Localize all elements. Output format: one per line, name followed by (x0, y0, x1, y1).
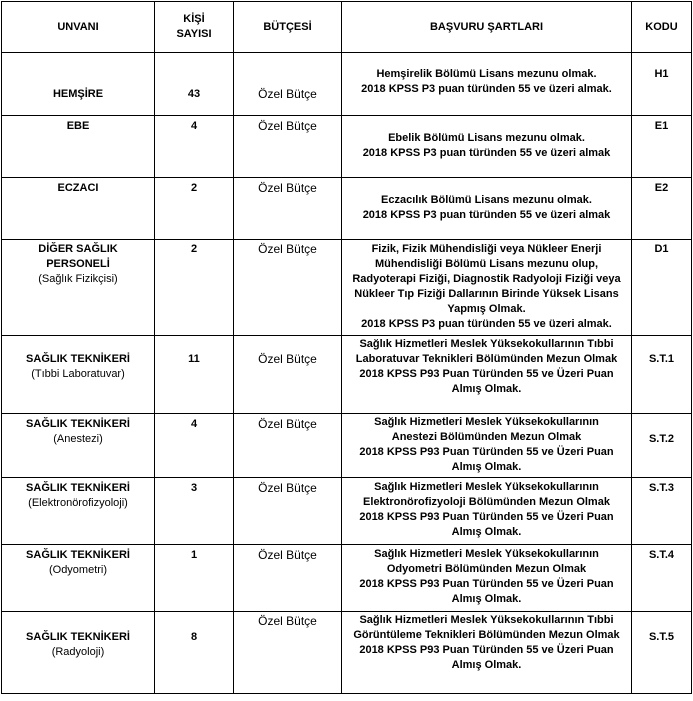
title-cell (2, 178, 155, 240)
count-cell: 2 (155, 240, 234, 336)
table-row (2, 612, 692, 694)
positions-table (1, 1, 692, 694)
count-cell: 4 (155, 116, 234, 178)
title-text: SAĞLIK TEKNİKERİ (26, 418, 130, 430)
requirement-education: Sağlık Hizmetleri Meslek Yüksekokullarının Tıbbi Görüntüleme Teknikleri Bölümünden Mezun Olmak (353, 614, 620, 641)
header-basvuru-sartlari: BAŞVURU ŞARTLARI (342, 2, 632, 53)
title-cell (2, 240, 155, 336)
budget-cell: Özel Bütçe (234, 612, 342, 694)
title-text: HEMŞİRE (52, 87, 104, 100)
requirement-kpss: 2018 KPSS P93 Puan Türünden 55 ve Üzeri Puan Almış Olmak. (359, 368, 614, 395)
title-subtext: (Elektronörofizyoloji) (28, 497, 128, 509)
requirement-education: Sağlık Hizmetleri Meslek Yüksekokullarının Odyometri Bölümünden Mezun Olmak (374, 548, 599, 575)
code-cell: E1 (632, 116, 692, 178)
code-cell: S.T.1 (632, 336, 692, 414)
title-text: ECZACI (57, 182, 99, 194)
requirement-kpss: 2018 KPSS P93 Puan Türünden 55 ve Üzeri Puan Almış Olmak. (359, 446, 614, 473)
title-cell (2, 116, 155, 178)
requirement-kpss: 2018 KPSS P93 Puan Türünden 55 ve Üzeri Puan Almış Olmak. (359, 511, 614, 538)
title-subtext: (Tıbbi Laboratuvar) (31, 368, 125, 380)
requirement-kpss: 2018 KPSS P3 puan türünden 55 ve üzeri almak. (361, 83, 612, 95)
title-cell (2, 414, 155, 478)
count-cell: 8 (155, 612, 234, 694)
table-row (2, 116, 692, 178)
header-butcesi: BÜTÇESİ (234, 2, 342, 53)
count-cell: 3 (155, 478, 234, 545)
requirement-education: Sağlık Hizmetleri Meslek Yüksekokullarının Anestezi Bölümünden Mezun Olmak (374, 416, 599, 443)
requirement-education: Eczacılık Bölümü Lisans mezunu olmak. (381, 194, 592, 206)
requirements-cell (342, 414, 632, 478)
code-cell: S.T.2 (632, 414, 692, 478)
requirements-cell (342, 116, 632, 178)
count-cell: 11 (155, 336, 234, 414)
title-cell (2, 545, 155, 612)
code-cell: H1 (632, 53, 692, 116)
title-subtext: (Anestezi) (53, 433, 103, 445)
budget-cell: Özel Bütçe (234, 53, 342, 116)
requirements-cell (342, 478, 632, 545)
count-cell: 1 (155, 545, 234, 612)
title-subtext: (Radyoloji) (51, 646, 105, 658)
requirement-education: Hemşirelik Bölümü Lisans mezunu olmak. (376, 68, 597, 80)
count-cell: 43 (155, 53, 234, 116)
table-row (2, 545, 692, 612)
code-cell: S.T.3 (632, 478, 692, 545)
budget-cell: Özel Bütçe (234, 178, 342, 240)
title-text: SAĞLIK TEKNİKERİ (26, 353, 130, 365)
header-kodu: KODU (632, 2, 692, 53)
requirement-education: Ebelik Bölümü Lisans mezunu olmak. (388, 132, 585, 144)
title-text: DİĞER SAĞLIK PERSONELİ (38, 243, 118, 270)
title-text: EBE (66, 120, 90, 132)
header-kisi-sayisi: KİŞİ SAYISI (155, 2, 234, 53)
code-cell: S.T.5 (632, 612, 692, 694)
requirement-education: Sağlık Hizmetleri Meslek Yüksekokullarının Elektronörofizyoloji Bölümünden Mezun Olmak (363, 481, 610, 508)
requirement-kpss: 2018 KPSS P3 puan türünden 55 ve üzeri almak. (361, 318, 612, 330)
requirement-kpss: 2018 KPSS P93 Puan Türünden 55 ve Üzeri Puan Almış Olmak. (359, 644, 614, 671)
title-cell (2, 612, 155, 694)
requirement-kpss: 2018 KPSS P93 Puan Türünden 55 ve Üzeri Puan Almış Olmak. (359, 578, 614, 605)
header-row (2, 2, 692, 53)
table-row (2, 478, 692, 545)
requirements-cell (342, 612, 632, 694)
title-cell (2, 336, 155, 414)
requirements-cell (342, 53, 632, 116)
table-row (2, 178, 692, 240)
title-text: SAĞLIK TEKNİKERİ (26, 549, 130, 561)
count-cell: 4 (155, 414, 234, 478)
title-subtext: (Sağlık Fizikçisi) (38, 273, 118, 285)
title-cell (2, 53, 155, 116)
requirement-education: Fizik, Fizik Mühendisliği veya Nükleer Enerji Mühendisliği Bölümü Lisans mezunu olup, Radyoterapi Fiziği, Diagnostik Radyoloji Fiziği veya Nükleer Tıp Fiziği Dallarının Birinde Yüksek Lisans Yapmış Olmak. (352, 243, 621, 315)
code-cell: E2 (632, 178, 692, 240)
requirements-cell (342, 240, 632, 336)
table-row (2, 53, 692, 116)
budget-cell: Özel Bütçe (234, 478, 342, 545)
requirements-cell (342, 336, 632, 414)
budget-cell: Özel Bütçe (234, 545, 342, 612)
title-cell (2, 478, 155, 545)
requirement-kpss: 2018 KPSS P3 puan türünden 55 ve üzeri almak (362, 147, 611, 159)
code-cell: S.T.4 (632, 545, 692, 612)
budget-cell: Özel Bütçe (234, 414, 342, 478)
table-row (2, 240, 692, 336)
budget-cell: Özel Bütçe (234, 336, 342, 414)
count-cell: 2 (155, 178, 234, 240)
table-row (2, 414, 692, 478)
title-text: SAĞLIK TEKNİKERİ (26, 482, 130, 494)
title-text: SAĞLIK TEKNİKERİ (26, 631, 130, 643)
code-cell: D1 (632, 240, 692, 336)
requirement-education: Sağlık Hizmetleri Meslek Yüksekokullarının Tıbbi Laboratuvar Teknikleri Bölümünden Mezun Olmak (355, 338, 618, 365)
title-subtext: (Odyometri) (48, 564, 108, 576)
budget-cell: Özel Bütçe (234, 240, 342, 336)
requirement-kpss: 2018 KPSS P3 puan türünden 55 ve üzeri almak (362, 209, 611, 221)
header-unvani: UNVANI (2, 2, 155, 53)
table-row (2, 336, 692, 414)
requirements-cell (342, 178, 632, 240)
requirements-cell (342, 545, 632, 612)
budget-cell: Özel Bütçe (234, 116, 342, 178)
